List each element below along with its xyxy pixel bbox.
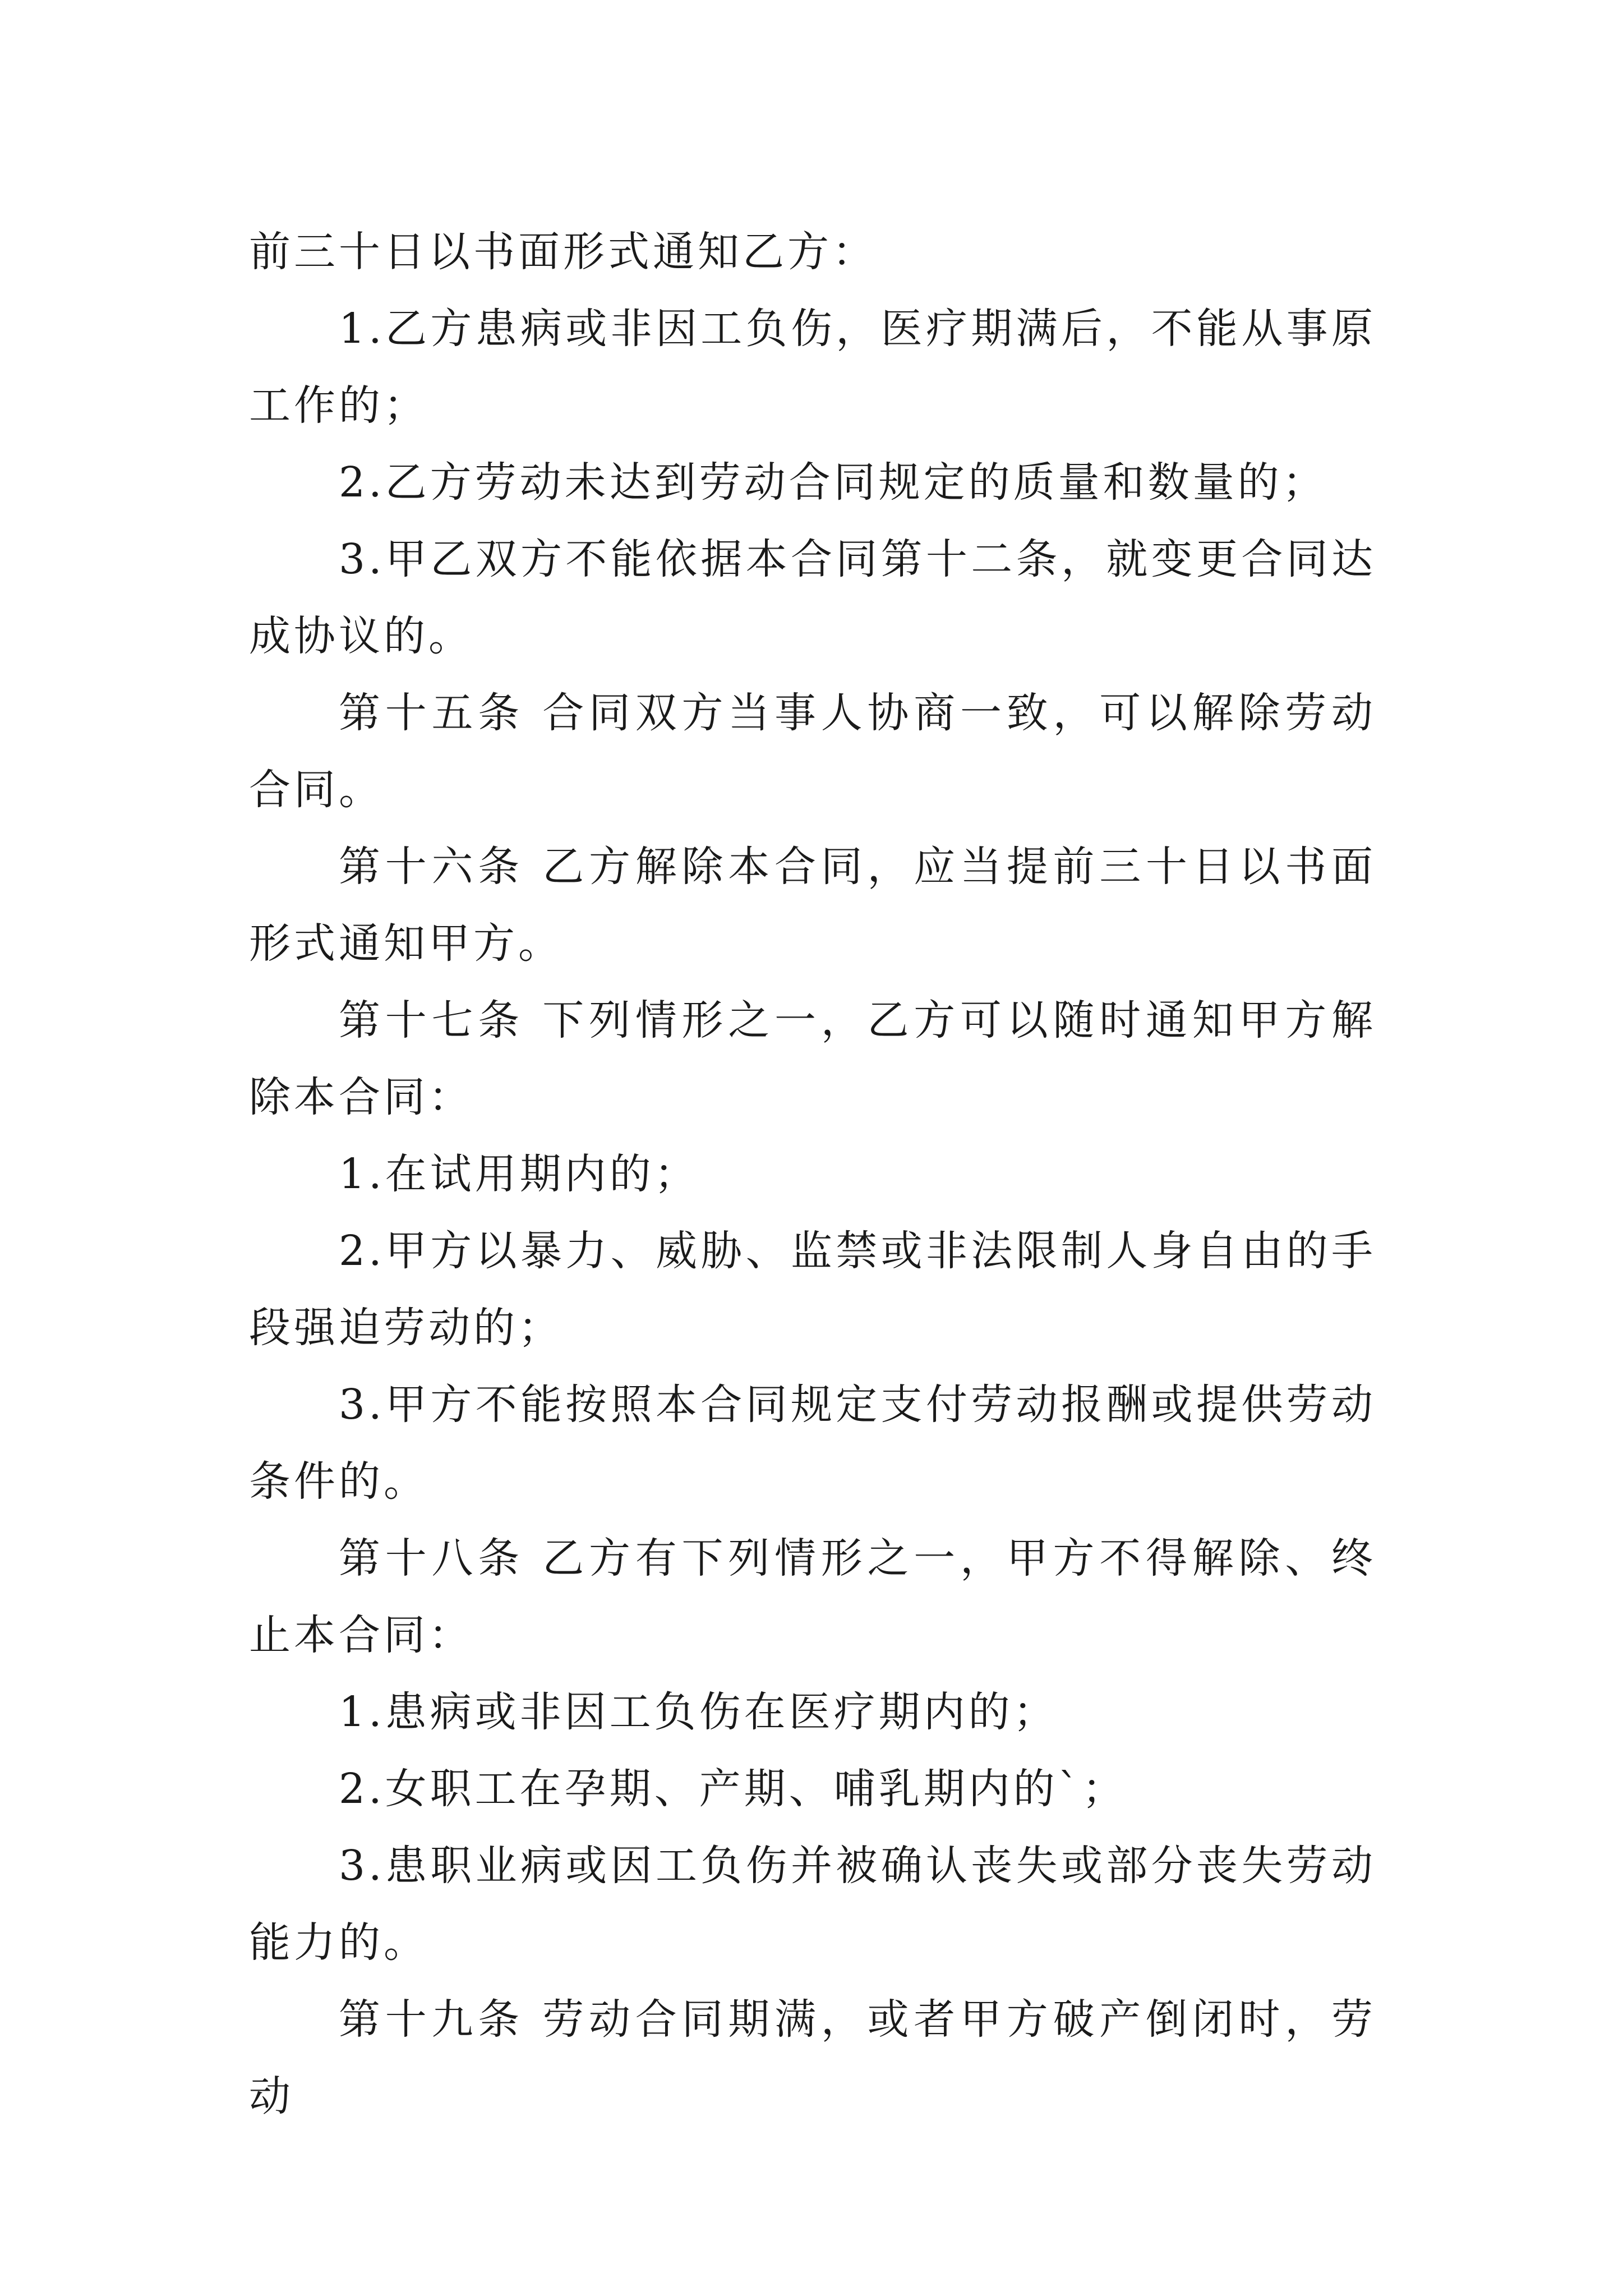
paragraph-7: 第十七条 下列情形之一，乙方可以随时通知甲方解除本合同：: [249, 996, 1376, 1121]
paragraph-2: 1.乙方患病或非因工负伤，医疗期满后，不能从事原工作的；: [249, 305, 1376, 430]
paragraph-6: 第十六条 乙方解除本合同，应当提前三十日以书面形式通知甲方。: [249, 843, 1376, 968]
document-body: [249, 214, 1376, 2135]
paragraph-11: 第十八条 乙方有下列情形之一，甲方不得解除、终止本合同：: [249, 1534, 1376, 1659]
paragraph-9: 2.甲方以暴力、威胁、监禁或非法限制人身自由的手段强迫劳动的；: [249, 1227, 1376, 1352]
paragraph-15: 第十九条 劳动合同期满，或者甲方破产倒闭时，劳动: [249, 1995, 1376, 2120]
paragraph-12: 1.患病或非因工负伤在医疗期内的；: [339, 1688, 1058, 1736]
paragraph-1: 前三十日以书面形式通知乙方：: [249, 228, 877, 276]
paragraph-4: 3.甲乙双方不能依据本合同第十二条，就变更合同达成协议的。: [249, 535, 1376, 660]
paragraph-3: 2.乙方劳动未达到劳动合同规定的质量和数量的；: [339, 458, 1327, 507]
paragraph-14: 3.患职业病或因工负伤并被确认丧失或部分丧失劳动能力的。: [249, 1842, 1376, 1967]
paragraph-8: 1.在试用期内的；: [339, 1150, 699, 1198]
paragraph-10: 3.甲方不能按照本合同规定支付劳动报酬或提供劳动条件的。: [249, 1381, 1376, 1506]
paragraph-5: 第十五条 合同双方当事人协商一致，可以解除劳动合同。: [249, 689, 1376, 814]
paragraph-13: 2.女职工在孕期、产期、哺乳期内的`；: [339, 1765, 1127, 1813]
